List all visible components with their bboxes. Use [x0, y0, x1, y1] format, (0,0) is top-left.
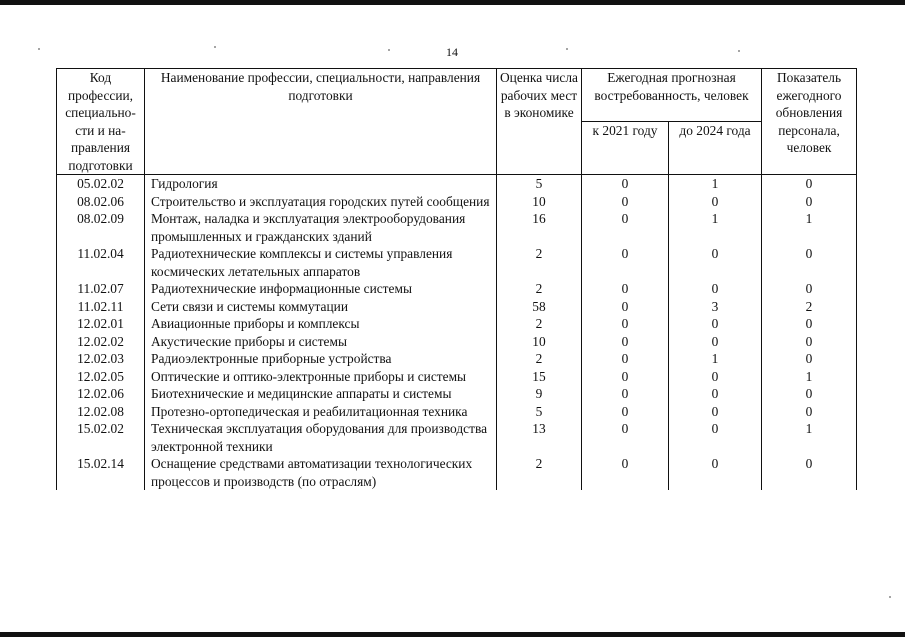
name-cell: Строительство и эксплуатация городских путей сообщения — [145, 193, 497, 211]
renewal-cell: 0 — [762, 175, 857, 193]
header-jobs: Оценка числа рабочих мест в экономике — [497, 69, 582, 175]
table-row — [57, 315, 857, 333]
scan-speck — [214, 46, 216, 48]
forecast-2024-cell: 1 — [669, 210, 762, 245]
header-forecast-2021: к 2021 году — [582, 122, 669, 175]
code-cell: 12.02.01 — [57, 315, 145, 333]
jobs-cell: 2 — [497, 315, 582, 333]
forecast-2021-cell: 0 — [582, 245, 669, 280]
scan-speck — [38, 48, 40, 50]
forecast-2024-cell: 0 — [669, 245, 762, 280]
jobs-cell: 2 — [497, 350, 582, 368]
code-cell: 08.02.06 — [57, 193, 145, 211]
table-row — [57, 245, 857, 280]
forecast-2021-cell: 0 — [582, 175, 669, 193]
jobs-cell: 58 — [497, 298, 582, 316]
scan-speck — [738, 50, 740, 52]
jobs-cell: 2 — [497, 455, 582, 490]
table-row — [57, 280, 857, 298]
forecast-2024-cell: 1 — [669, 175, 762, 193]
forecast-2021-cell: 0 — [582, 420, 669, 455]
forecast-2021-cell: 0 — [582, 368, 669, 386]
forecast-2024-cell: 1 — [669, 350, 762, 368]
forecast-2024-cell: 0 — [669, 455, 762, 490]
page-number: 14 — [446, 45, 458, 59]
jobs-cell: 10 — [497, 333, 582, 351]
jobs-cell: 2 — [497, 245, 582, 280]
forecast-2024-cell: 0 — [669, 403, 762, 421]
name-cell: Оснащение средствами автоматизации технологических процессов и производств (по отраслям) — [145, 455, 497, 490]
renewal-cell: 2 — [762, 298, 857, 316]
code-cell: 12.02.03 — [57, 350, 145, 368]
table-row — [57, 385, 857, 403]
forecast-2024-cell: 0 — [669, 385, 762, 403]
professions-table — [56, 68, 857, 490]
renewal-cell: 1 — [762, 420, 857, 455]
code-cell: 08.02.09 — [57, 210, 145, 245]
header-name: Наименование профессии, специальности, направления подготовки — [145, 69, 497, 175]
forecast-2024-cell: 0 — [669, 333, 762, 351]
forecast-2021-cell: 0 — [582, 333, 669, 351]
renewal-cell: 0 — [762, 455, 857, 490]
forecast-2024-cell: 3 — [669, 298, 762, 316]
scan-speck — [889, 596, 891, 598]
table-row — [57, 193, 857, 211]
renewal-cell: 0 — [762, 315, 857, 333]
name-cell: Радиотехнические комплексы и системы управления космических летательных аппаратов — [145, 245, 497, 280]
jobs-cell: 16 — [497, 210, 582, 245]
name-cell: Акустические приборы и системы — [145, 333, 497, 351]
renewal-cell: 0 — [762, 350, 857, 368]
forecast-2024-cell: 0 — [669, 368, 762, 386]
table-row — [57, 420, 857, 455]
renewal-cell: 0 — [762, 333, 857, 351]
name-cell: Гидрология — [145, 175, 497, 193]
forecast-2021-cell: 0 — [582, 315, 669, 333]
name-cell: Оптические и оптико-электронные приборы и системы — [145, 368, 497, 386]
table-row — [57, 210, 857, 245]
forecast-2021-cell: 0 — [582, 193, 669, 211]
jobs-cell: 9 — [497, 385, 582, 403]
table-row — [57, 368, 857, 386]
header-forecast-2024: до 2024 года — [669, 122, 762, 175]
renewal-cell: 0 — [762, 280, 857, 298]
name-cell: Радиоэлектронные приборные устройства — [145, 350, 497, 368]
scan-speck — [566, 48, 568, 50]
forecast-2021-cell: 0 — [582, 280, 669, 298]
header-renewal: Показатель ежегодного обновления персонала, человек — [762, 69, 857, 175]
forecast-2024-cell: 0 — [669, 280, 762, 298]
renewal-cell: 0 — [762, 193, 857, 211]
name-cell: Радиотехнические информационные системы — [145, 280, 497, 298]
forecast-2021-cell: 0 — [582, 403, 669, 421]
forecast-2021-cell: 0 — [582, 455, 669, 490]
code-cell: 11.02.07 — [57, 280, 145, 298]
header-forecast: Ежегодная прогнозная востребованность, человек — [582, 69, 762, 122]
table-row — [57, 333, 857, 351]
scan-border-top — [0, 0, 905, 5]
renewal-cell: 1 — [762, 210, 857, 245]
jobs-cell: 10 — [497, 193, 582, 211]
renewal-cell: 0 — [762, 403, 857, 421]
jobs-cell: 5 — [497, 175, 582, 193]
table-row — [57, 175, 857, 193]
code-cell: 15.02.02 — [57, 420, 145, 455]
jobs-cell: 13 — [497, 420, 582, 455]
forecast-2024-cell: 0 — [669, 420, 762, 455]
forecast-2021-cell: 0 — [582, 210, 669, 245]
code-cell: 12.02.05 — [57, 368, 145, 386]
forecast-2024-cell: 0 — [669, 315, 762, 333]
table-body — [57, 175, 857, 491]
code-cell: 05.02.02 — [57, 175, 145, 193]
code-cell: 12.02.06 — [57, 385, 145, 403]
code-cell: 12.02.08 — [57, 403, 145, 421]
scan-speck — [388, 49, 390, 51]
table-row — [57, 455, 857, 490]
jobs-cell: 15 — [497, 368, 582, 386]
header-code: Код профессии, специально-сти и на-правления подготовки — [57, 69, 145, 175]
forecast-2021-cell: 0 — [582, 350, 669, 368]
table-row — [57, 350, 857, 368]
jobs-cell: 5 — [497, 403, 582, 421]
forecast-2024-cell: 0 — [669, 193, 762, 211]
name-cell: Монтаж, наладка и эксплуатация электрооборудования промышленных и гражданских зданий — [145, 210, 497, 245]
forecast-2021-cell: 0 — [582, 298, 669, 316]
jobs-cell: 2 — [497, 280, 582, 298]
table-row — [57, 298, 857, 316]
code-cell: 12.02.02 — [57, 333, 145, 351]
table-row — [57, 403, 857, 421]
code-cell: 15.02.14 — [57, 455, 145, 490]
name-cell: Протезно-ортопедическая и реабилитационная техника — [145, 403, 497, 421]
code-cell: 11.02.11 — [57, 298, 145, 316]
forecast-2021-cell: 0 — [582, 385, 669, 403]
name-cell: Сети связи и системы коммутации — [145, 298, 497, 316]
renewal-cell: 0 — [762, 385, 857, 403]
code-cell: 11.02.04 — [57, 245, 145, 280]
renewal-cell: 1 — [762, 368, 857, 386]
scan-border-bottom — [0, 632, 905, 637]
name-cell: Техническая эксплуатация оборудования для производства электронной техники — [145, 420, 497, 455]
renewal-cell: 0 — [762, 245, 857, 280]
name-cell: Биотехнические и медицинские аппараты и системы — [145, 385, 497, 403]
name-cell: Авиационные приборы и комплексы — [145, 315, 497, 333]
